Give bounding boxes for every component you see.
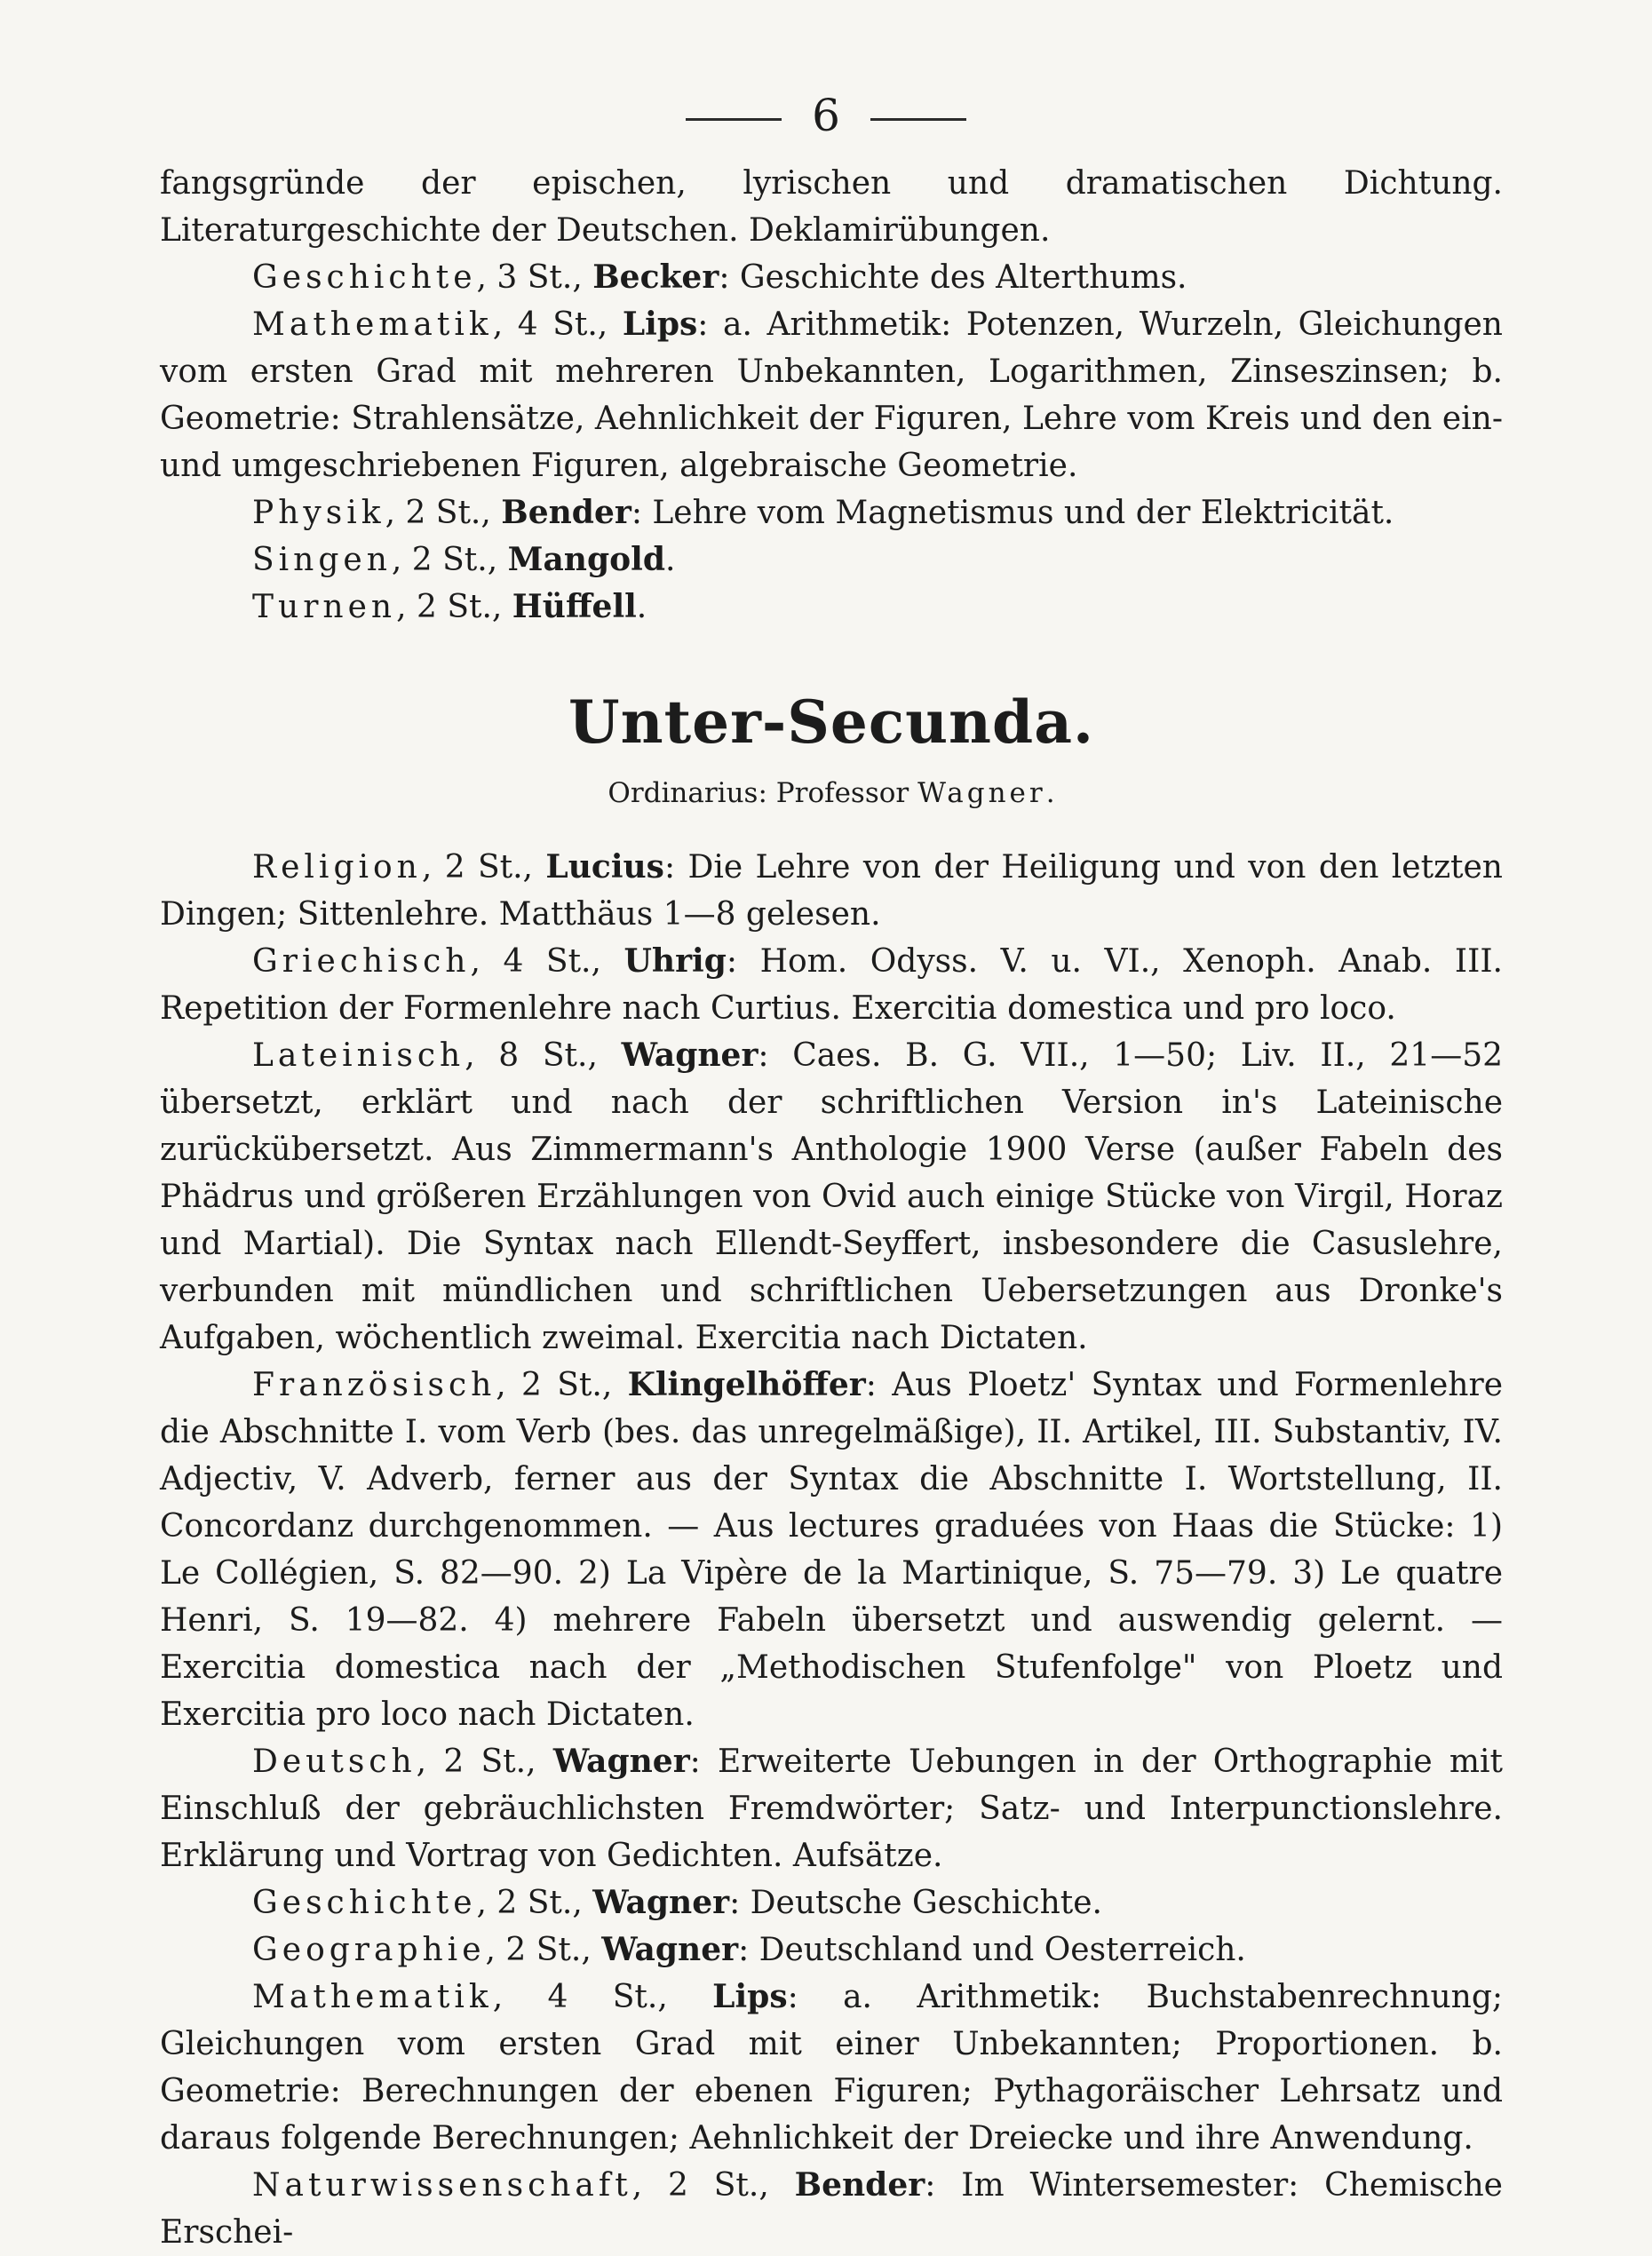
teacher-name: Lips <box>712 1978 788 2015</box>
teacher-name: Lips <box>622 306 698 343</box>
teacher-name: Wagner <box>621 1037 758 1074</box>
paragraph-geographie: Geographie, 2 St., Wagner: Deutschland und Oesterreich. <box>252 1931 1246 1968</box>
teacher-name: Becker <box>592 258 719 296</box>
subject-name: Singen <box>252 542 392 578</box>
page-number-rule-left <box>686 118 782 121</box>
paragraph-griechisch: Griechisch, 4 St., Uhrig: Hom. Odyss. V. u. VI., Xenoph. Anab. III. Repetition der Formenlehre nach Curtius. Exercitia domestica und pro loco. <box>160 942 1503 1027</box>
ordinarius-name: Wagner <box>917 777 1046 809</box>
paragraph-naturwissenschaft: Naturwissenschaft, 2 St., Bender: Im Wintersemester: Chemische Erschei- <box>160 2166 1503 2251</box>
paragraph-mathematik-us: Mathematik, 4 St., Lips: a. Arithmetik: Buchstabenrechnung; Gleichungen vom ersten Grad mit einer Unbekannten; Proportionen. b. Geometrie: Berechnungen der ebenen Figuren; Pythagoräischer Lehrsatz und daraus folgende Berechnungen; Aehnlichkeit der Dreiecke und ihre Anwendung. <box>160 1978 1503 2157</box>
teacher-name: Klingelhöffer <box>627 1366 866 1403</box>
subject-name: Griechisch <box>252 943 471 980</box>
subject-name: Geschichte <box>252 1885 477 1921</box>
paragraph-franzoesisch: Französisch, 2 St., Klingelhöffer: Aus Ploetz' Syntax und Formenlehre die Abschnitte I. vom Verb (bes. das unregelmäßige), II. Artikel, III. Substantiv, IV. Adjectiv, V. Adverb, ferner aus der Syntax die Abschnitte I. Wortstellung, II. Concordanz durchgenommen. — Aus lectures graduées von Haas die Stücke: 1) Le Collégien, S. 82—90. 2) La Vipère de la Martinique, S. 75—79. 3) Le quatre Henri, S. 19—82. 4) mehrere Fabeln übersetzt und auswendig gelernt. — Exercitia domestica nach der „Methodischen Stufenfolge" von Ploetz und Exercitia pro loco nach Dictaten. <box>160 1366 1504 1733</box>
body-text <box>160 160 1503 2256</box>
teacher-name: Uhrig <box>623 942 727 980</box>
subject-name: Mathematik <box>252 306 493 343</box>
paragraph-continued: fangsgründe der epischen, lyrischen und dramatischen Dichtung. Literaturgeschichte der Deutschen. Deklamirübungen. <box>160 165 1503 249</box>
subject-name: Naturwissenschaft <box>252 2167 632 2204</box>
paragraph-lateinisch: Lateinisch, 8 St., Wagner: Caes. B. G. VII., 1—50; Liv. II., 21—52 übersetzt, erklärt und nach der schriftlichen Version in's Lateinische zurückübersetzt. Aus Zimmermann's Anthologie 1900 Verse (außer Fabeln des Phädrus und größeren Erzählungen von Ovid auch einige Stücke von Virgil, Horaz und Martial). Die Syntax nach Ellendt-Seyffert, insbesondere die Casuslehre, verbunden mit mündlichen und schriftlichen Uebersetzungen aus Dronke's Aufgaben, wöchentlich zweimal. Exercitia nach Dictaten. <box>160 1037 1504 1356</box>
subject-name: Mathematik <box>252 1979 493 2015</box>
paragraph-deutsch: Deutsch, 2 St., Wagner: Erweiterte Uebungen in der Orthographie mit Einschluß der gebräuchlichsten Fremdwörter; Satz- und Interpunctionslehre. Erklärung und Vortrag von Gedichten. Aufsätze. <box>160 1743 1503 1874</box>
page-number-rule-right <box>870 118 966 121</box>
page-number: 6 <box>812 90 840 141</box>
subject-name: Deutsch <box>252 1744 417 1780</box>
section-heading: Unter-Secunda. <box>568 687 1094 757</box>
teacher-name: Bender <box>794 2166 925 2204</box>
teacher-name: Wagner <box>592 1884 730 1921</box>
subject-name: Lateinisch <box>252 1037 465 1074</box>
subject-name: Französisch <box>252 1367 496 1403</box>
teacher-name: Wagner <box>601 1931 739 1968</box>
paragraph-religion: Religion, 2 St., Lucius: Die Lehre von der Heiligung und von den letzten Dingen; Sittenlehre. Matthäus 1—8 gelesen. <box>160 848 1503 933</box>
teacher-name: Mangold <box>507 541 665 578</box>
subject-name: Geographie <box>252 1932 486 1968</box>
teacher-name: Bender <box>501 494 631 531</box>
subject-name: Religion <box>252 849 422 886</box>
paragraph-turnen: Turnen, 2 St., Hüffell. <box>252 588 647 625</box>
paragraph-geschichte-us: Geschichte, 2 St., Wagner: Deutsche Geschichte. <box>252 1884 1103 1921</box>
paragraph-mathematik-ob: Mathematik, 4 St., Lips: a. Arithmetik: Potenzen, Wurzeln, Gleichungen vom ersten Grad mit mehreren Unbekannten, Logarithmen, Zinseszinsen; b. Geometrie: Strahlensätze, Aehnlichkeit der Figuren, Lehre vom Kreis und den ein- und umgeschriebenen Figuren, algebraische Geometrie. <box>160 306 1503 484</box>
page-number-line <box>0 89 1652 142</box>
subject-name: Geschichte <box>252 259 477 296</box>
teacher-name: Lucius <box>545 848 664 886</box>
paragraph-singen: Singen, 2 St., Mangold. <box>252 541 676 578</box>
subject-name: Physik <box>252 495 385 531</box>
paragraph-physik: Physik, 2 St., Bender: Lehre vom Magnetismus und der Elektricität. <box>252 494 1394 531</box>
teacher-name: Hüffell <box>512 588 637 625</box>
paragraph-geschichte-ob: Geschichte, 3 St., Becker: Geschichte des Alterthums. <box>252 258 1187 296</box>
ordinarius-line: Ordinarius: Professor Wagner. <box>608 777 1055 809</box>
subject-name: Turnen <box>252 589 397 625</box>
teacher-name: Wagner <box>552 1743 690 1780</box>
